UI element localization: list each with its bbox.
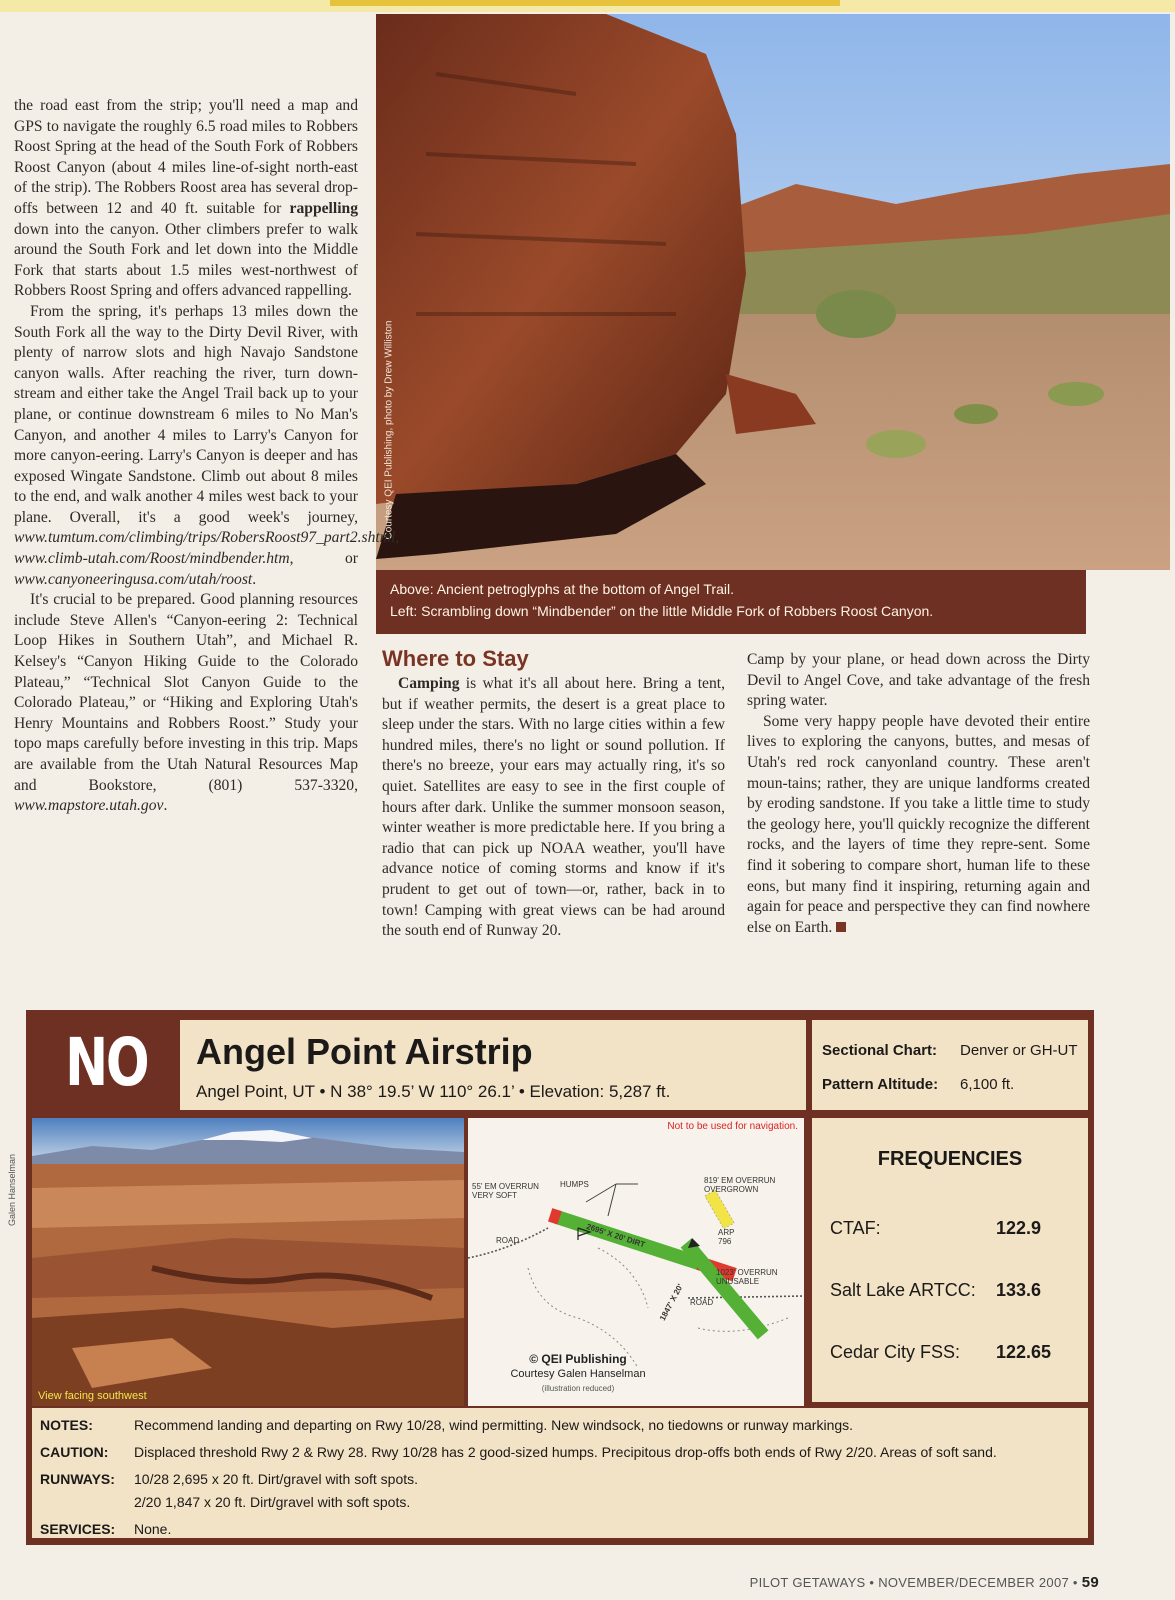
caption-line-2: Left: Scrambling down “Mindbender” on the little Middle Fork of Robbers Roost Canyon. [390, 603, 934, 619]
top-color-bar [0, 0, 1175, 12]
airport-location: Angel Point, UT • N 38° 19.5’ W 110° 26.1’ • Elevation: 5,287 ft. [196, 1082, 671, 1101]
frequency-value: 122.9 [996, 1218, 1042, 1238]
diagram-courtesy: Courtesy Galen Hanselman [510, 1368, 646, 1380]
pattern-label: Pattern Altitude: [822, 1076, 939, 1093]
frequencies-title: FREQUENCIES [877, 1148, 1023, 1170]
photo-credit-text: Courtesy QEI Publishing, photo by Drew Williston [383, 320, 395, 540]
text: is what it's all about here. Bring a tent, but if weather permits, the desert is a great place to sleep under the stars. With no large cities within a few hundred miles, there's no light or sound pollution. If there's no breeze, your ears may actually ring, it's so quiet. Satellites are easy to see in the first couple of hours after dark. Unlike the summer monsoon season, winter weather is more predictable here. If you bring a radio that can pick up NOAA weather, you'll have advance notice of coming storms and know if it's prudent to get out of town—or, rather, back in to town! Camping with great views can be had around the south end of Runway 20. [382, 675, 725, 940]
text: Some very happy people have devoted their entire lives to exploring the canyons, buttes, and mesas of Utah's red rock canyonland country. These aren't moun-tains; rather, they are unique landforms created by eroding sandstone. If you take a little time to study the geology here, you'll quickly recognize the different rocks, and the layers of time they repre-sent. Some find it sobering to compare short, human life to these eons, but many find it inspiring, returning again and again for peace and perspective they can find nowhere else on Earth. [747, 712, 1090, 936]
notes-row [40, 1414, 1080, 1437]
caption-line-1: Above: Ancient petroglyphs at the bottom of Angel Trail. [390, 581, 734, 597]
article-column-3 [747, 650, 1090, 938]
label-line: UNUSABLE [716, 1277, 760, 1286]
text: down into the canyon. Other climbers prefer to walk around the South Fork and let down into the Middle Fork that starts about 1.5 miles west-northwest of Robbers Roost Spring and offers advanced rappelling. [14, 220, 358, 300]
frequency-row [830, 1280, 1080, 1301]
runways-row-2 [40, 1491, 1080, 1514]
notes-label: NOTES: [40, 1417, 93, 1433]
caution-value: Displaced threshold Rwy 2 & Rwy 28. Rwy 10/28 has 2 good-sized humps. Precipitous drop-offs both ends of Rwy 2/20. Areas of soft sand. [134, 1444, 997, 1460]
sectional-value: Denver or GH-UT [960, 1042, 1078, 1059]
label-line: 1023' OVERRUN [716, 1268, 778, 1277]
diagram-reduced-note: (illustration reduced) [541, 1384, 615, 1393]
runway-value: 10/28 2,695 x 20 ft. Dirt/gravel with soft spots. [134, 1471, 419, 1487]
navigation-warning: Not to be used for navigation. [667, 1121, 798, 1132]
bold-term: rappelling [289, 199, 358, 217]
footer-text: PILOT GETAWAYS • NOVEMBER/DECEMBER 2007 • [749, 1575, 1078, 1590]
runways-label: RUNWAYS: [40, 1471, 115, 1487]
diagram-label-runway-220: 1847' X 20' [658, 1282, 685, 1323]
paragraph: Camp by your plane, or head down across the Dirty Devil to Angel Cove, and take advantage of the fresh spring water. [747, 651, 1090, 710]
text: . [163, 797, 168, 815]
url-link[interactable]: www.canyoneeringusa.com/utah/roost [14, 570, 253, 588]
runway-value: 2/20 1,847 x 20 ft. Dirt/gravel with soft spots. [134, 1494, 411, 1510]
pattern-value: 6,100 ft. [960, 1076, 1015, 1093]
diagram-label-road-2: ROAD [690, 1298, 714, 1307]
airstrip-diagram [468, 1118, 804, 1406]
photo-caption [376, 570, 1086, 634]
text: , or [289, 550, 358, 568]
sectional-label: Sectional Chart: [822, 1042, 938, 1059]
services-value: None. [134, 1521, 172, 1537]
label-line: 55' EM OVERRUN [472, 1182, 539, 1191]
paragraph [747, 712, 1090, 939]
url-link[interactable]: www.climb-utah.com/Roost/mindbender.htm [14, 550, 290, 568]
caution-row [40, 1441, 1080, 1464]
diagram-label-overrun-1023 [716, 1268, 778, 1286]
frequency-value: 133.6 [996, 1280, 1042, 1300]
paragraph [14, 96, 358, 302]
spacer [40, 1491, 134, 1514]
runways-row [40, 1468, 1080, 1491]
pattern-row [822, 1068, 1078, 1102]
paragraph [382, 674, 725, 942]
page-number: 59 [1081, 1574, 1099, 1591]
label-line: OVERGROWN [704, 1185, 759, 1194]
diagram-publisher: © QEI Publishing [529, 1352, 627, 1366]
text: , [395, 529, 400, 547]
frequency-row [830, 1218, 1080, 1239]
frequency-name: CTAF: [830, 1218, 881, 1238]
caution-label: CAUTION: [40, 1444, 109, 1460]
notes-panel [32, 1408, 1088, 1538]
frequencies-panel [812, 1118, 1088, 1402]
side-credit [2, 1120, 22, 1260]
airport-id: NO [36, 1022, 176, 1104]
frequency-row [830, 1342, 1080, 1363]
side-credit-text: Galen Hanselman [7, 1153, 17, 1227]
diagram-label-overrun-819 [704, 1176, 775, 1194]
text: It's crucial to be prepared. Good planning resources include Steve Allen's “Canyon-eering 2: Technical Loop Hikes in Southern Utah”, and Michael R. Kelsey's “Canyon Hiking Guide to the Colorado Plateau,” “Technical Slot Canyon Guide to the Colorado Plateau,” or “Hiking and Exploring Utah's Henry Mountains and Robbers Roost.” Study your topo maps carefully before investing in this trip. Maps are available from the Utah Natural Resources Map and Bookstore, (801) 537-3320, [14, 591, 358, 794]
url-link[interactable]: www.tumtum.com/climbing/trips/RobersRoost97_part2.shtml [14, 529, 396, 547]
diagram-label-arp [718, 1228, 734, 1246]
section-heading: Where to Stay [382, 646, 529, 671]
label-line: 819' EM OVERRUN [704, 1176, 776, 1185]
photo-credit [376, 290, 402, 570]
diagram-label-road-1: ROAD [496, 1236, 520, 1245]
frequency-name: Cedar City FSS: [830, 1342, 961, 1362]
diagram-label-humps: HUMPS [560, 1180, 589, 1189]
sectional-panel [812, 1020, 1088, 1110]
frequency-value: 122.65 [996, 1342, 1052, 1362]
airport-name: Angel Point Airstrip [196, 1031, 533, 1072]
diagram-label-runway-1028: 2695' X 20' DIRT [585, 1222, 647, 1250]
label-line: 796 [718, 1237, 732, 1246]
article-column-2 [382, 646, 725, 942]
url-link[interactable]: www.mapstore.utah.gov [14, 797, 164, 815]
bold-term: Camping [398, 675, 460, 692]
airport-title-panel [180, 1020, 806, 1110]
label-line: VERY SOFT [472, 1191, 518, 1200]
frequency-name: Salt Lake ARTCC: [830, 1280, 976, 1300]
label-line: ARP [718, 1228, 735, 1237]
canyon-photo [376, 14, 1170, 570]
services-row [40, 1518, 1080, 1541]
text: the road east from the strip; you'll need a map and GPS to navigate the roughly 6.5 road miles to Robbers Roost Spring at the head of the South Fork of Robbers Roost Canyon (about 4 miles line-of-sight north-east of the strip). The Robbers Roost area has several drop-offs between 12 and 40 ft. suitable for [14, 97, 358, 217]
page-footer [750, 1574, 1099, 1591]
end-mark-icon [836, 922, 846, 932]
aerial-label: View facing southwest [38, 1390, 147, 1402]
aerial-photo [32, 1118, 464, 1406]
text: From the spring, it's perhaps 13 miles down the South Fork all the way to the Dirty Devil River, with plenty of narrow slots and high Navajo Sandstone canyon walls. After reaching the river, turn down-stream and either take the Angel Trail back up to your plane, or continue downstream 6 miles to No Man's Canyon, and another 4 miles to Larry's Canyon for more canyon-eering. Larry's Canyon is deeper and has exposed Wingate Sandstone. Climb out about 8 miles to the end, and walk another 4 miles west back to your plane. Overall, it's a good week's journey, [14, 302, 358, 526]
services-label: SERVICES: [40, 1521, 116, 1537]
notes-value: Recommend landing and departing on Rwy 10/28, wind permitting. New windsock, no tiedowns or runway markings. [134, 1417, 854, 1433]
paragraph [14, 590, 358, 817]
sectional-row [822, 1034, 1078, 1068]
diagram-label-overrun-55 [472, 1182, 539, 1200]
text: . [252, 570, 257, 588]
